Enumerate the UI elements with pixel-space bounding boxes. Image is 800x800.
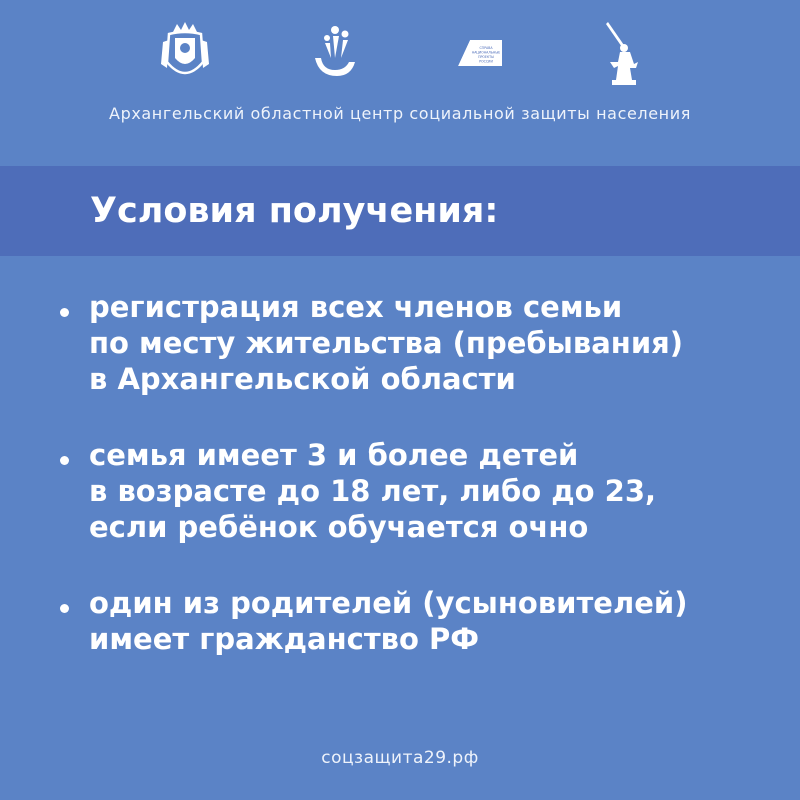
condition-line: в Архангельской области: [89, 362, 516, 396]
logo-text-line-4: РОССИИ: [479, 59, 493, 64]
bullet-icon: [60, 456, 69, 465]
section-title: Условия получения:: [90, 191, 499, 231]
org-name: Архангельский областной центр социальной защиты населения: [109, 104, 691, 123]
condition-line: по месту жительства (пребывания): [89, 326, 684, 360]
logo-text-line-2: НАЦИОНАЛЬНЫЕ: [471, 50, 501, 55]
condition-line: в возрасте до 18 лет, либо до 23,: [89, 474, 657, 508]
national-projects-icon: [450, 18, 510, 88]
condition-line: семья имеет 3 и более детей: [89, 438, 579, 472]
condition-line: если ребёнок обучается очно: [89, 510, 589, 544]
condition-line: имеет гражданство РФ: [89, 622, 480, 656]
bullet-icon: [60, 604, 69, 613]
coat-of-arms-icon: [155, 18, 215, 88]
logo-text-line-3: ПРОЕКТЫ: [478, 55, 494, 59]
motherland-statue-icon: [590, 18, 650, 88]
website-link[interactable]: соцзащита29.рф: [321, 748, 479, 768]
family-hands-icon: [305, 18, 365, 88]
condition-line: регистрация всех членов семьи: [89, 290, 623, 324]
bullet-icon: [60, 308, 69, 317]
logos-row: [0, 18, 800, 88]
condition-line: один из родителей (усыновителей): [89, 586, 688, 620]
logo-text-line-1: СПРАВА: [479, 46, 493, 50]
section-title-band: [0, 166, 800, 256]
